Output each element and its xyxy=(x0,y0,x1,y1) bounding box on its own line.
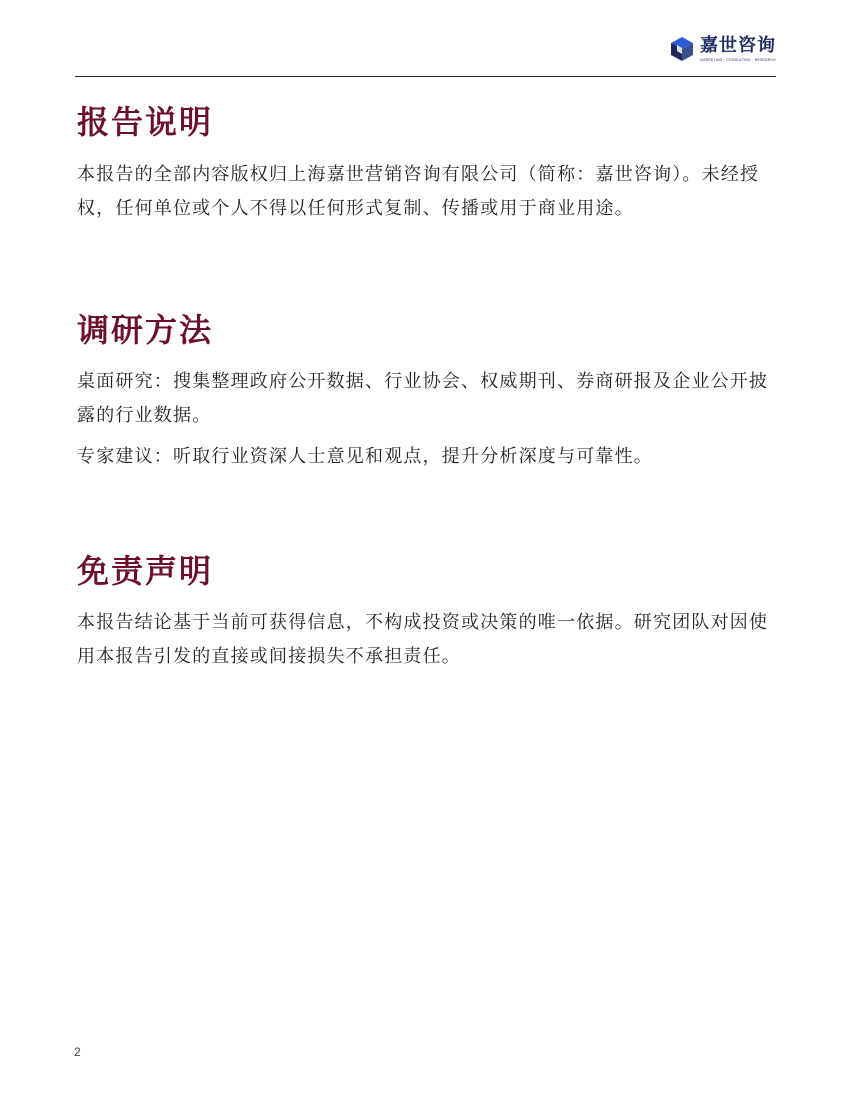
logo-name: 嘉世咨询 xyxy=(700,35,776,56)
company-logo xyxy=(670,36,776,62)
page-number: 2 xyxy=(74,1045,81,1059)
report-note-paragraph: 本报告的全部内容版权归上海嘉世营销咨询有限公司（简称：嘉世咨询）。未经授权，任何单位或个人不得以任何形式复制、传播或用于商业用途。 xyxy=(77,164,760,219)
page-header xyxy=(75,0,776,77)
section-title-research-method: 调研方法 xyxy=(77,311,214,349)
research-method-expert-paragraph: 专家建议：听取行业资深人士意见和观点，提升分析深度与可靠性。 xyxy=(77,446,653,467)
logo-cube-icon xyxy=(670,36,694,62)
section-title-disclaimer: 免责声明 xyxy=(77,552,214,590)
logo-tagline: MARKETING · CONSULTING · RESEARCH xyxy=(700,58,776,62)
research-method-desk-paragraph: 桌面研究：搜集整理政府公开数据、行业协会、权威期刊、券商研报及企业公开披露的行业数据。 xyxy=(77,371,769,426)
disclaimer-paragraph: 本报告结论基于当前可获得信息，不构成投资或决策的唯一依据。研究团队对因使用本报告引发的直接或间接损失不承担责任。 xyxy=(77,612,769,667)
section-title-report-note: 报告说明 xyxy=(77,103,214,141)
